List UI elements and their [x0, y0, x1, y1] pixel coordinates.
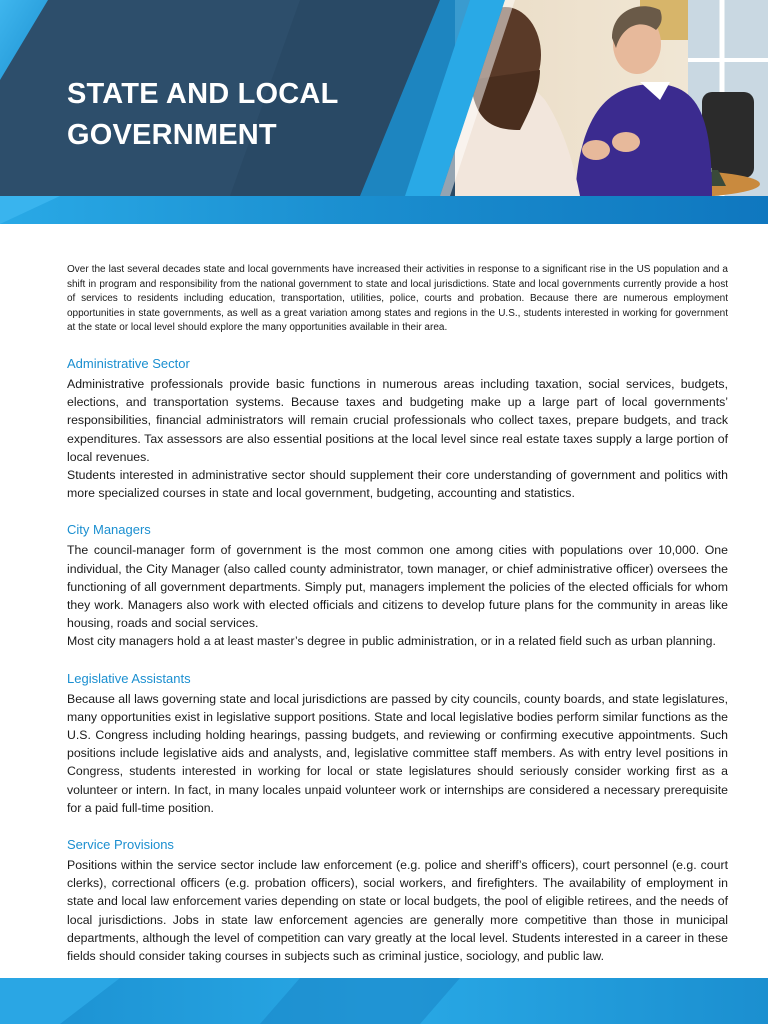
section-paragraph: Administrative professionals provide basic functions in numerous areas including taxation, social services, budgets, elections, and transportation systems. Because taxes and budgeting make up a large part of local governments’ responsibilities, financial administrators will remain crucial professionals who collect taxes, prepare budgets, and track expenditures. Tax assessors are also essential positions at the local level since real estate taxes supply a large portion of local revenues. [67, 376, 728, 464]
section-paragraph: Students interested in administrative sector should supplement their core understanding of government and politics with more specialized courses in state and local government, budgeting, accounting and statistics. [67, 467, 728, 501]
section-paragraph: Most city managers hold a at least master’s degree in public administration, or in a related field such as urban planning. [67, 634, 716, 649]
footer-band [0, 978, 768, 1024]
section-paragraph: Because all laws governing state and local jurisdictions are passed by city councils, county boards, and state legislatures, many opportunities exist in legislative support positions. State and local legislative bodies perform similar functions as the U.S. Congress including holding hearings, passing budgets, and reviewing or confirming executive appointments. Such positions include legislative aids and analysts, and, legislative committee staff members. As with entry level positions in Congress, students interested in working for local or state legislatures should seriously consider working first as a volunteer or intern. In fact, in many locales unpaid volunteer work or internships are considered a necessary prerequisite for a paid full-time position. [67, 691, 728, 815]
header-banner [0, 0, 768, 224]
title-line-1: STATE AND LOCAL [67, 78, 339, 110]
section-paragraph: Positions within the service sector include law enforcement (e.g. police and sheriff’s officers), court personnel (e.g. court clerks), correctional officers (e.g. probation officers), social workers, and firefighters. The availability of employment in state and local law enforcement varies depending on state or local budgets, the pool of eligible retirees, and the needs of local jurisdictions. Jobs in state law enforcement agencies are generally more competitive than those in municipal departments, although the level of competition can vary greatly at the local level. Students interested in a career in these fields should consider taking courses in subjects such as criminal justice, sociology, and public law. [67, 858, 728, 964]
section-title: Administrative Sector [67, 355, 190, 371]
section-paragraph: The council-manager form of government is the most common one among cities with populations over 10,000. One individual, the City Manager (also called county administrator, town manager, or chief administrative officer) oversees the functioning of all government departments. Simply put, managers implement the policies of the elected officials for whom they work. Managers also work with elected officials and citizens to develop future plans for the community in areas like housing, roads and social services. [67, 543, 728, 631]
section-title: City Managers [67, 522, 151, 538]
section-service-provisions [67, 837, 728, 965]
title-line-2: GOVERNMENT [67, 119, 277, 151]
intro-paragraph: Over the last several decades state and local governments have increased their activities in response to a significant rise in the US population and a shift in program and responsibility from the national government to state and local jurisdictions. State and local governments currently provide a host of services to residents including education, transportation, utilities, police, courts and probation. Because there are numerous employment opportunities in state governments, as well as a great variation among states and regions in the U.S., students interested in working for government at the state or local level should explore the many opportunities available in their area. [67, 264, 728, 334]
section-title: Service Provisions [67, 837, 174, 853]
section-title: Legislative Assistants [67, 670, 191, 686]
main-content [67, 263, 728, 985]
section-administrative-sector [67, 356, 728, 502]
page-title [67, 74, 387, 156]
section-city-managers [67, 522, 728, 650]
section-legislative-assistants [67, 671, 728, 817]
